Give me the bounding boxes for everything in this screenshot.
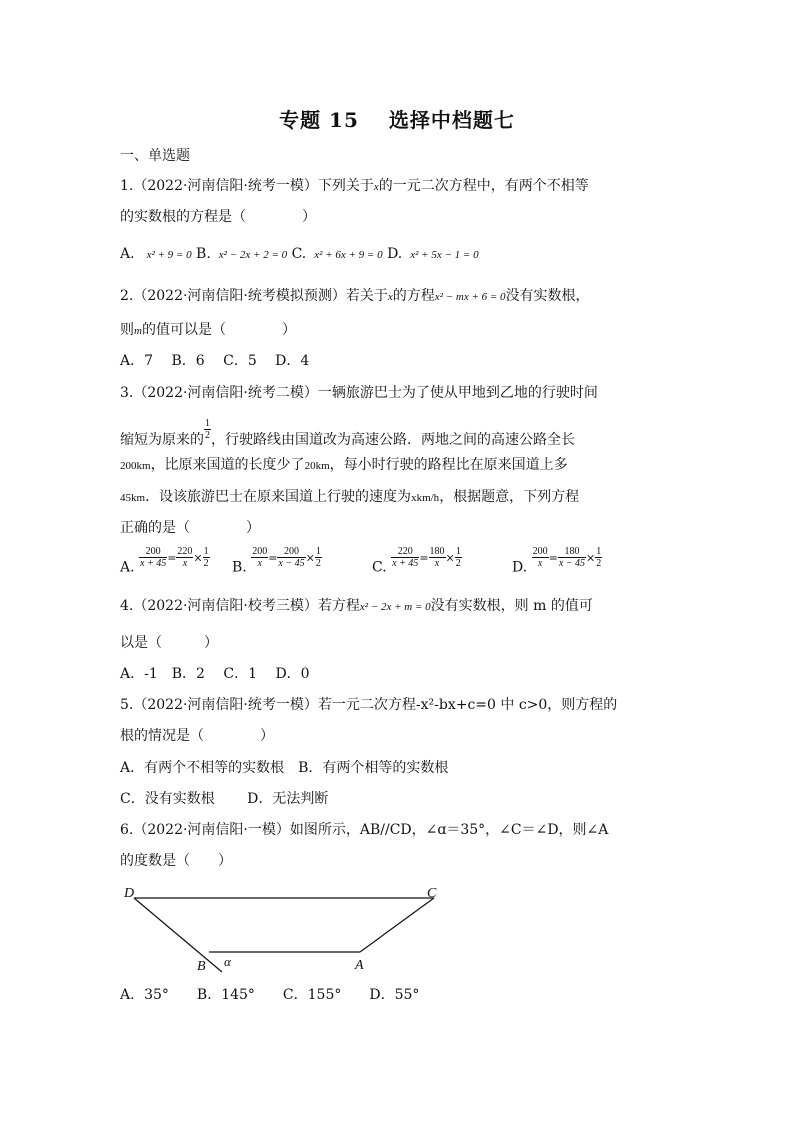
label-alpha: α [224,954,231,969]
q3-line2: 缩短为原来的 $\frac{1}{2}$ ，行驶路线由国道改为高速公路．两地之间的高速公路全长 [120,418,575,448]
q3-fraction-half: $\frac{1}{2}$ [205,418,210,441]
q1-option-d-label: D. [387,246,403,262]
trapezoid-figure [112,880,452,980]
q3-option-a: A. $\frac{200}{x + 45}$ = $\frac{220}{x}$ × $\frac{1}{2}$ [120,546,209,576]
q6-options: A．35° B．145° C．155° D．55° [120,987,420,1003]
q5-line2: 根的情况是（ ） [120,728,274,744]
q6-line1: 6.（2022·河南信阳·一模）如图所示，AB//CD，∠ɑ＝35°，∠C＝∠D，则∠A [120,822,609,838]
q3-option-b: B. $\frac{200}{x}$ = $\frac{200}{x - 45}$ × $\frac{1}{2}$ [232,546,321,576]
q4-options: A．-1 B．2 C．1 D．0 [120,666,310,682]
q2-line1: 2.（2022·河南信阳·统考模拟预测）若关于x的方程x² − mx + 6 = 0没有实数根， [120,288,590,304]
q2-line2: 则m的值可以是（ ） [120,322,296,338]
q1-option-d-expr: x² + 5x − 1 = 0 [410,249,479,261]
q1-option-c-expr: x² + 6x + 9 = 0 [314,249,383,261]
q3-line5: 正确的是（ ） [120,520,260,536]
q1-option-b-label: B. [196,246,211,262]
q2-options: A．7 B．6 C．5 D．4 [120,353,310,369]
q3-option-d: D. $\frac{200}{x}$ = $\frac{180}{x - 45}$ × $\frac{1}{2}$ [512,546,602,576]
label-b: B [197,959,206,974]
q1-line1: 1.（2022·河南信阳·统考一模）下列关于x的一元二次方程中，有两个不相等 [120,178,589,194]
label-a: A [355,958,364,973]
q1-option-c-label: C. [291,246,307,262]
segment-db [134,898,222,972]
q1-line2: 的实数根的方程是（ ） [120,209,316,225]
q5-line3: A．有两个不相等的实数根 B．有两个相等的实数根 [120,760,449,776]
q1-option-a-label: A. [120,246,135,262]
q5-line1: 5.（2022·河南信阳·统考一模）若一元二次方程-x²-bx+c=0 中 c>0，则方程的 [120,697,618,713]
label-d: D [124,886,135,901]
label-c: C [427,886,437,901]
q5-line4: C．没有实数根 D．无法判断 [120,791,329,807]
section-heading: 一、单选题 [120,148,190,164]
q3-option-c: C. $\frac{220}{x + 45}$ = $\frac{180}{x}$ × $\frac{1}{2}$ [372,546,461,576]
q4-line2: 以是（ ） [120,635,218,651]
q1-options [120,245,479,264]
q1-option-b-expr: x² − 2x + 2 = 0 [218,249,288,261]
segment-ca [360,898,434,952]
q3-line3: 200km，比原来国道的长度少了20km，每小时行驶的路程比在原来国道上多 [120,457,568,473]
q4-line1: 4.（2022·河南信阳·校考三模）若方程x² − 2x + m = 0没有实数根，则 m 的值可 [120,598,593,614]
title-subject: 选择中档题七 [388,108,515,132]
q1-option-a-expr: x² + 9 = 0 [146,249,192,261]
title-topic: 专题 15 [279,108,359,132]
page-title [0,104,794,133]
q3-line4: 45km．设该旅游巴士在原来国道上行驶的速度为xkm/h，根据题意，下列方程 [120,489,580,505]
q6-line2: 的度数是（ ） [120,853,232,869]
q3-line1: 3.（2022·河南信阳·统考二模）一辆旅游巴士为了使从甲地到乙地的行驶时间 [120,385,598,401]
